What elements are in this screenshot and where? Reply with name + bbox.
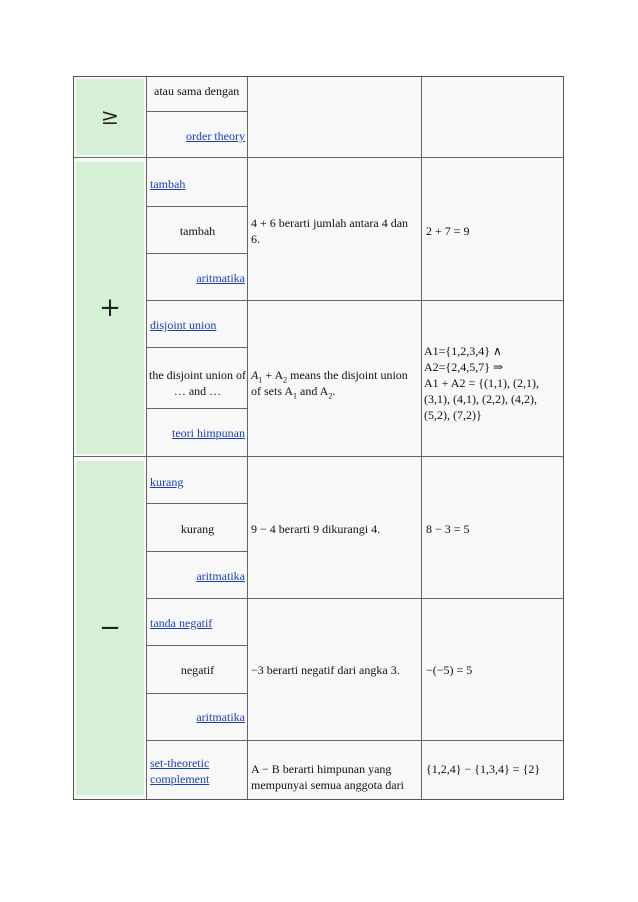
negative-read-as: negatif bbox=[180, 663, 215, 677]
link-aritmatika[interactable]: aritmatika bbox=[196, 271, 245, 285]
disjoint-example: A1={1,2,3,4} ∧ A2={2,4,5,7} ⇒ A1 + A2 = {(1,1), (2,1), (3,1), (4,1), (2,2), (4,2), (5,2), (7,2)} bbox=[424, 344, 539, 422]
complement-example: {1,2,4} − {1,3,4} = {2} bbox=[426, 762, 541, 776]
symbol-cell-minus bbox=[76, 461, 144, 795]
symbol-table bbox=[73, 76, 564, 800]
addition-read-as: tambah bbox=[179, 224, 216, 238]
addition-example: 2 + 7 = 9 bbox=[426, 224, 470, 238]
symbol-cell-geq bbox=[76, 79, 144, 155]
link-aritmatika-3[interactable]: aritmatika bbox=[196, 710, 245, 724]
symbol-cell-plus bbox=[76, 162, 144, 454]
complement-explanation: A − B berarti himpunan yang mempunyai semua anggota dari bbox=[251, 762, 404, 792]
geq-name: atau sama dengan bbox=[154, 84, 240, 98]
subtraction-link-cell bbox=[150, 474, 246, 490]
subtraction-read-as: kurang bbox=[180, 522, 215, 536]
negative-explanation: −3 berarti negatif dari angka 3. bbox=[251, 663, 400, 677]
negative-example: −(−5) = 5 bbox=[426, 663, 473, 677]
link-set-theoretic-complement[interactable]: set-theoretic complement bbox=[150, 756, 210, 786]
link-order-theory[interactable]: order theory bbox=[186, 129, 245, 143]
disjoint-category bbox=[148, 425, 245, 441]
negative-category bbox=[148, 709, 245, 725]
addition-explanation: 4 + 6 berarti jumlah antara 4 dan 6. bbox=[251, 216, 409, 246]
link-tambah[interactable]: tambah bbox=[150, 177, 186, 191]
disjoint-explanation: $A_1 + A_2$ means the disjoint union of sets $A_1$ and $A_2$. bbox=[251, 368, 408, 401]
subtraction-explanation: 9 − 4 berarti 9 dikurangi 4. bbox=[251, 522, 381, 536]
addition-category bbox=[148, 270, 245, 286]
negative-link-cell bbox=[150, 615, 246, 631]
link-aritmatika-2[interactable]: aritmatika bbox=[196, 569, 245, 583]
complement-link-cell bbox=[150, 755, 246, 787]
geq-category bbox=[148, 128, 245, 144]
link-teori-himpunan[interactable]: teori himpunan bbox=[172, 426, 245, 440]
link-tanda-negatif[interactable]: tanda negatif bbox=[150, 616, 213, 630]
addition-link-cell bbox=[150, 176, 246, 192]
subtraction-category bbox=[148, 568, 245, 584]
disjoint-link-cell bbox=[150, 317, 246, 333]
symbol-geq: ≥ bbox=[100, 104, 120, 130]
link-kurang[interactable]: kurang bbox=[150, 475, 184, 489]
symbol-plus: + bbox=[99, 293, 121, 323]
symbol-minus: − bbox=[99, 613, 121, 643]
link-disjoint-union[interactable]: disjoint union bbox=[150, 318, 217, 332]
disjoint-read-as: the disjoint union of … and … bbox=[149, 368, 246, 398]
subtraction-example: 8 − 3 = 5 bbox=[426, 522, 470, 536]
